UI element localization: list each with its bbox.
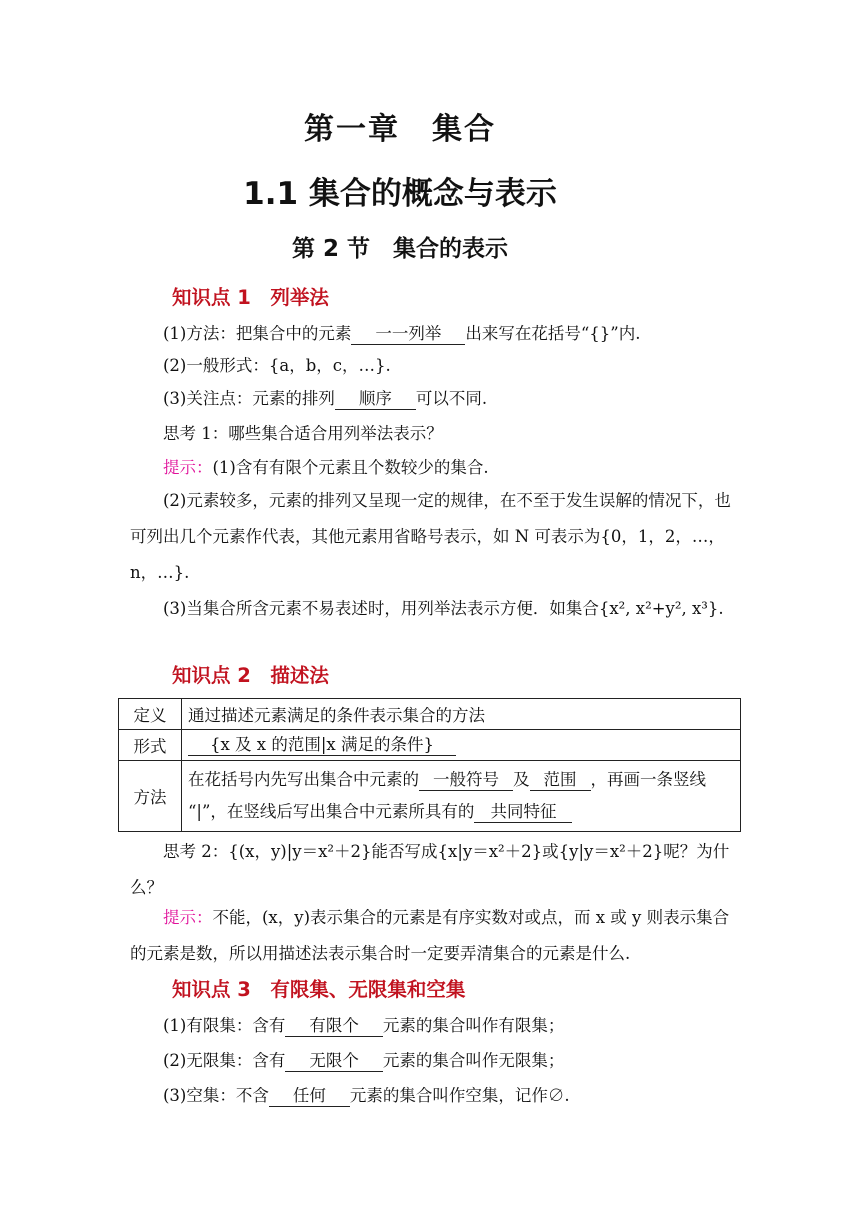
blank-general-symbol: 一般符号 xyxy=(419,770,513,791)
kp1-heading: 知识点 1 列举法 xyxy=(172,286,329,309)
kp3-item3: (3)空集：不含 任何 元素的集合叫作空集，记作∅. xyxy=(163,1086,570,1105)
kp3-item1: (1)有限集：含有 有限个 元素的集合叫作有限集； xyxy=(163,1016,565,1035)
section-title: 1.1 集合的概念与表示 xyxy=(243,176,557,212)
table-row xyxy=(119,761,741,832)
row-value: 在花括号内先写出集合中元素的 一般符号 及 范围 ，再画一条竖线 “|”，在竖线后写出集合中元素所具有的 共同特征 xyxy=(182,761,741,832)
kp3-item2: (2)无限集：含有 无限个 元素的集合叫作无限集； xyxy=(163,1051,565,1070)
kp3-item1-blank: 有限个 xyxy=(285,1016,383,1037)
row-key: 形式 xyxy=(119,730,182,761)
kp1-item3: (3)关注点：元素的排列 顺序 可以不同. xyxy=(163,389,488,408)
kp3-item3-blank: 任何 xyxy=(269,1086,350,1107)
kp1-item1-blank: 一一列举 xyxy=(351,324,465,345)
chapter-title: 第一章 集合 xyxy=(304,112,496,147)
kp1-think: 思考 1：哪些集合适合用列举法表示？ xyxy=(163,424,443,443)
hint-label: 提示： xyxy=(163,458,213,477)
kp1-item1: (1)方法：把集合中的元素 一一列举 出来写在花括号“{}”内. xyxy=(163,324,641,343)
kp2-heading: 知识点 2 描述法 xyxy=(172,664,329,687)
row-key: 定义 xyxy=(119,699,182,730)
description-method-table xyxy=(118,698,741,832)
blank-range: 范围 xyxy=(530,770,591,791)
kp2-hint: 提示：不能，(x，y)表示集合的元素是有序实数对或点，而 x 或 y 则表示集合的元素是数，所以用描述法表示集合时一定要弄清集合的元素是什么. xyxy=(130,908,730,963)
kp1-hint2: (2)元素较多，元素的排列又呈现一定的规律，在不至于发生误解的情况下，也可列出几个元素作代表，其他元素用省略号表示，如 N 可表示为{0，1，2，…，n，…}. xyxy=(130,491,731,582)
hint-label: 提示： xyxy=(163,908,213,927)
kp1-hint1: 提示：(1)含有有限个元素且个数较少的集合. xyxy=(163,458,489,477)
table-row xyxy=(119,730,741,761)
kp3-item2-blank: 无限个 xyxy=(285,1051,383,1072)
row-value xyxy=(182,730,741,761)
kp3-heading: 知识点 3 有限集、无限集和空集 xyxy=(172,978,466,1001)
row-value: 通过描述元素满足的条件表示集合的方法 xyxy=(182,699,741,730)
form-blank: {x 及 x 的范围|x 满足的条件} xyxy=(188,735,456,756)
table-row xyxy=(119,699,741,730)
kp1-item2: (2)一般形式：{a，b，c，…}. xyxy=(163,356,391,375)
lesson-title: 第 2 节 集合的表示 xyxy=(291,236,509,262)
blank-common-feature: 共同特征 xyxy=(474,802,572,823)
row-key: 方法 xyxy=(119,761,182,832)
kp1-item3-blank: 顺序 xyxy=(335,389,416,410)
kp1-hint3: (3)当集合所含元素不易表述时，用列举法表示方便．如集合{x², x²+y², x³}. xyxy=(163,599,724,618)
kp2-think: 思考 2：{(x，y)|y＝x²＋2}能否写成{x|y＝x²＋2}或{y|y＝x²＋2}呢？为什么？ xyxy=(130,842,730,897)
